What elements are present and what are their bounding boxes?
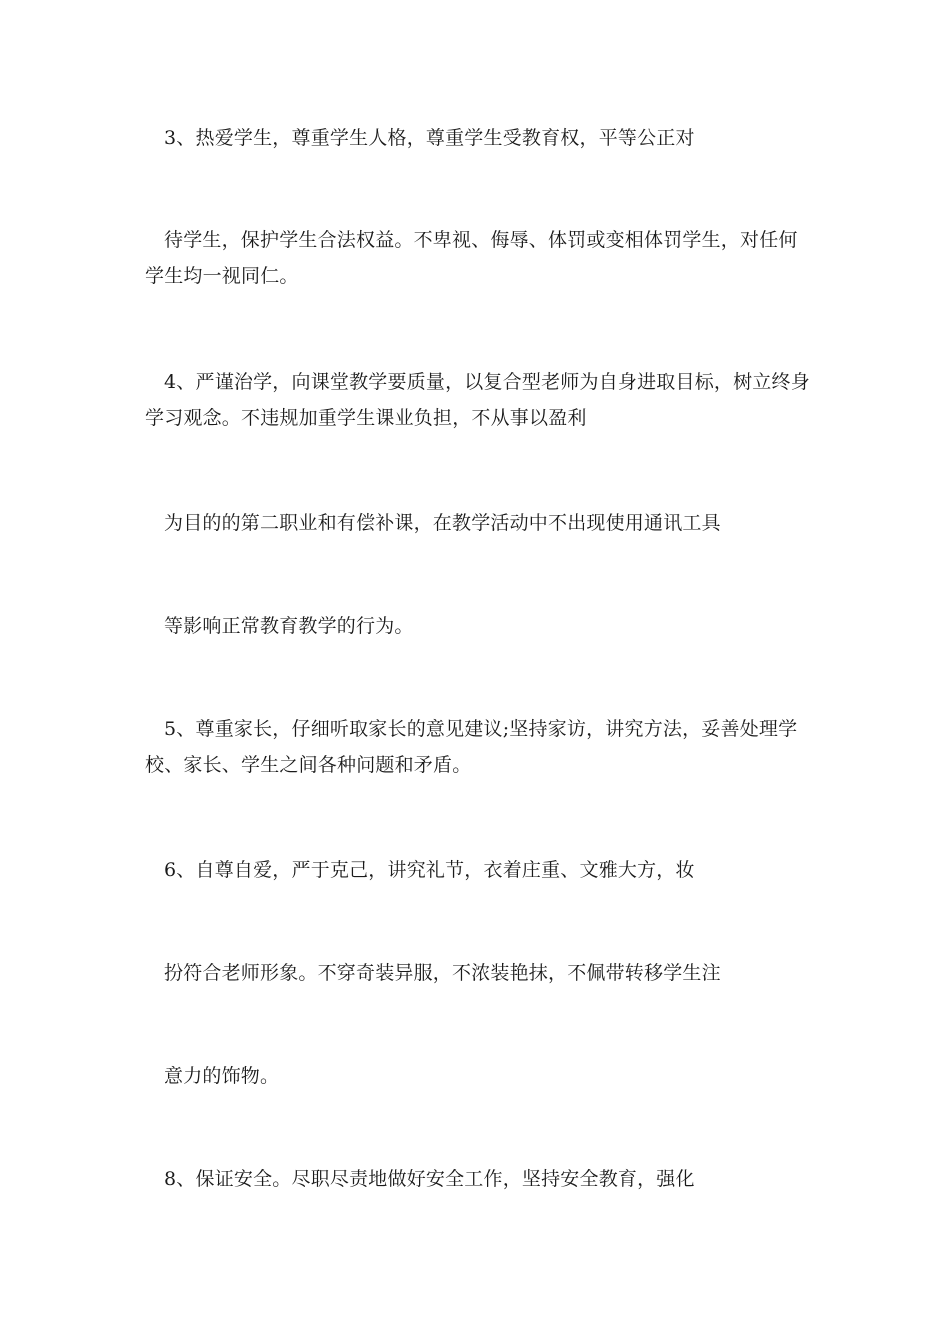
text-line: 6、自尊自爱，严于克己，讲究礼节，衣着庄重、文雅大方，妆 (164, 859, 695, 881)
text-line: 等影响正常教育教学的行为。 (164, 615, 414, 637)
text-line: 学生均一视同仁。 (145, 265, 299, 287)
text-line: 为目的的第二职业和有偿补课，在教学活动中不出现使用通讯工具 (164, 512, 721, 534)
text-line: 5、尊重家长，仔细听取家长的意见建议;坚持家访，讲究方法，妥善处理学 (164, 718, 798, 740)
text-line: 待学生，保护学生合法权益。不卑视、侮辱、体罚或变相体罚学生，对任何 (164, 229, 798, 251)
text-line: 意力的饰物。 (164, 1065, 280, 1087)
text-line: 3、热爱学生，尊重学生人格，尊重学生受教育权，平等公正对 (164, 127, 695, 149)
text-line: 学习观念。不违规加重学生课业负担，不从事以盈利 (145, 407, 587, 429)
text-line: 8、保证安全。尽职尽责地做好安全工作，坚持安全教育，强化 (164, 1168, 695, 1190)
text-line: 扮符合老师形象。不穿奇装异服，不浓装艳抹，不佩带转移学生注 (164, 962, 721, 984)
text-line: 4、严谨治学，向课堂教学要质量，以复合型老师为自身进取目标，树立终身 (164, 371, 810, 393)
text-line: 校、家长、学生之间各种问题和矛盾。 (145, 754, 472, 776)
